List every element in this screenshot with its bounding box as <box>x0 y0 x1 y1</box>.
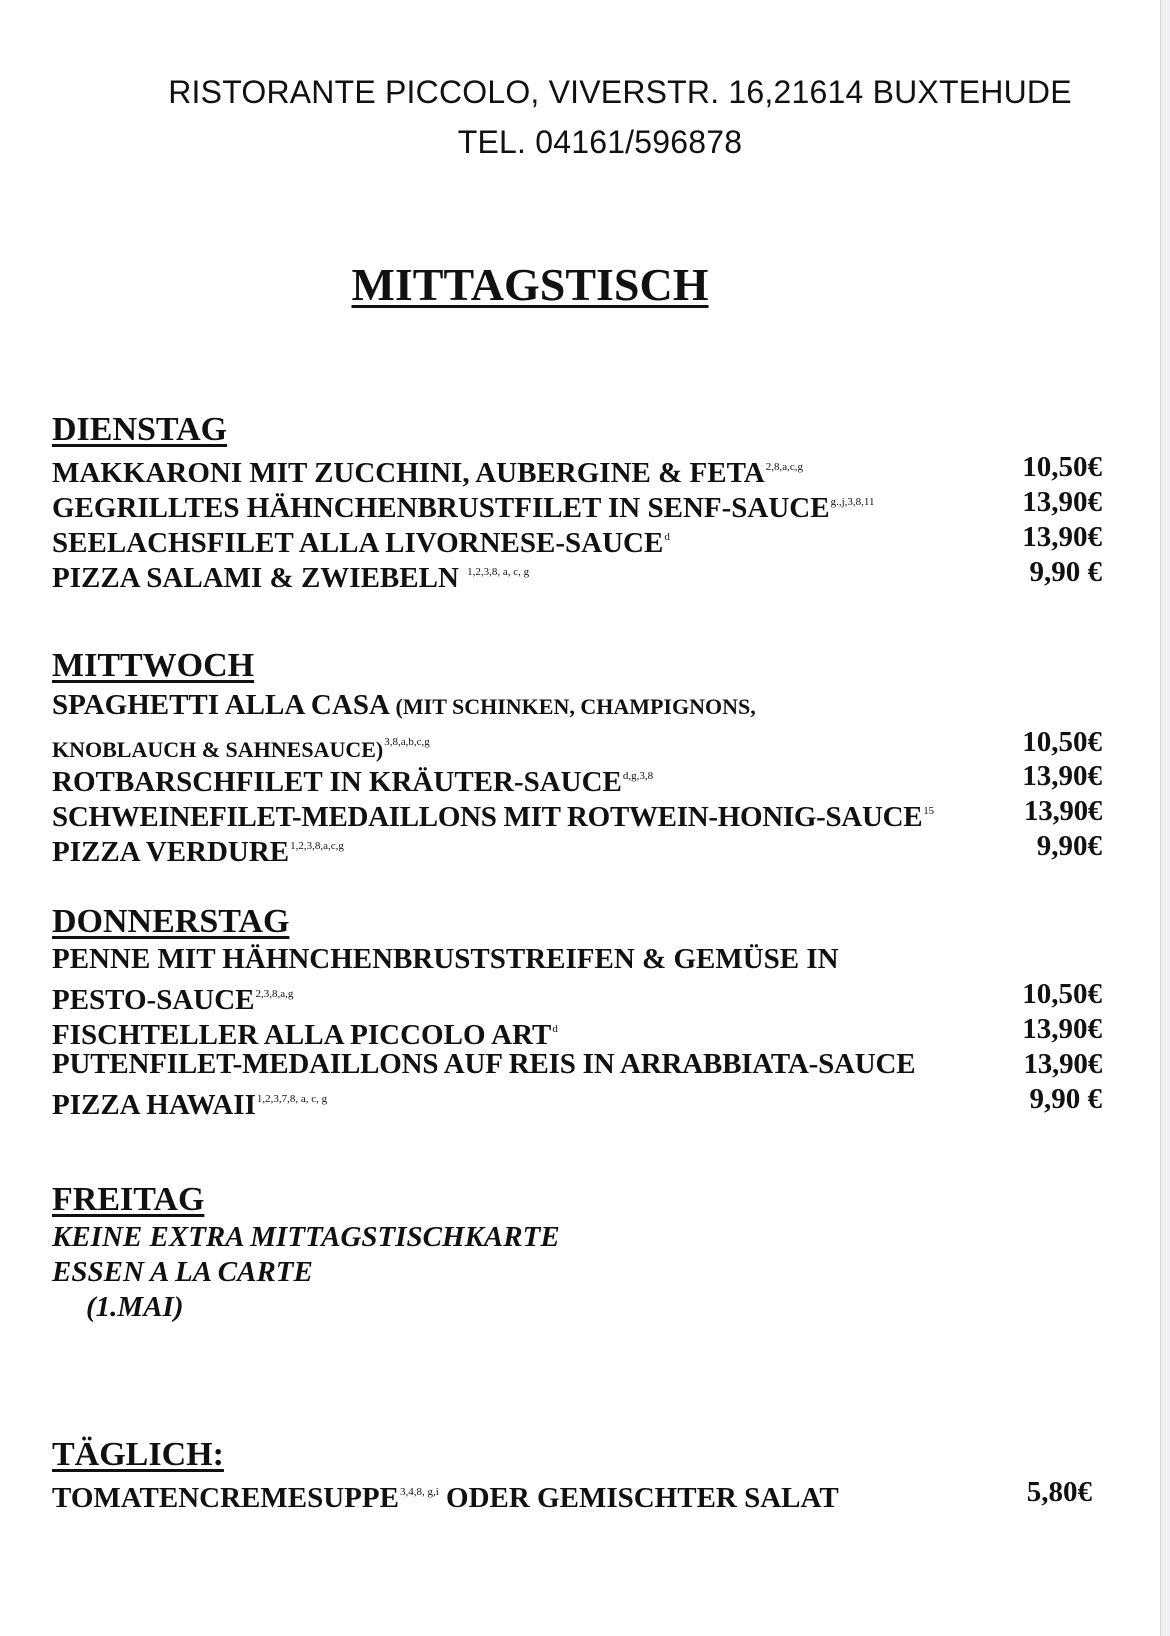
item-name: SPAGHETTI ALLA CASA <box>52 689 396 721</box>
restaurant-phone: TEL. 04161/596878 <box>457 124 743 160</box>
menu-item <box>52 1082 1102 1122</box>
menu-item <box>52 520 1102 560</box>
item-price: 13,90€ <box>1022 521 1102 553</box>
page-title: MITTAGSTISCH <box>351 259 709 310</box>
item-name: MAKKARONI MIT ZUCCHINI, AUBERGINE & FETA <box>52 457 765 489</box>
item-price: 9,90 € <box>1029 1083 1102 1115</box>
freitag-note: KEINE EXTRA MITTAGSTISCHKARTE <box>52 1221 560 1253</box>
item-price: 13,90€ <box>1022 486 1102 518</box>
item-price: 10,50€ <box>1022 451 1102 483</box>
allergen-codes: d <box>664 531 670 543</box>
allergen-codes: 2,8,a,c,g <box>765 461 803 473</box>
menu-item <box>52 688 1102 724</box>
allergen-codes: 3,8,a,b,c,g <box>384 736 430 748</box>
item-name: PUTENFILET-MEDAILLONS AUF REIS IN ARRABBIATA-SAUCE <box>52 1048 916 1080</box>
menu-item <box>52 1012 1102 1052</box>
menu-item <box>52 829 1102 869</box>
allergen-codes: 15 <box>923 805 934 817</box>
item-price: 10,50€ <box>1022 978 1102 1010</box>
menu-item <box>52 1475 1092 1515</box>
allergen-codes: 1,2,3,7,8, a, c, g <box>256 1093 328 1105</box>
menu-item <box>52 942 1102 976</box>
item-detail: (MIT SCHINKEN, CHAMPIGNONS, <box>395 694 756 719</box>
item-detail-line2: KNOBLAUCH & SAHNESAUCE) <box>52 737 384 762</box>
item-name: ROTBARSCHFILET IN KRÄUTER-SAUCE <box>52 766 622 798</box>
day-heading-mittwoch: MITTWOCH <box>52 647 255 684</box>
menu-item <box>52 450 1102 490</box>
allergen-codes: g.,j,3,8,11 <box>830 496 875 508</box>
item-name: FISCHTELLER ALLA PICCOLO ART <box>52 1019 552 1051</box>
item-price: 9,90€ <box>1036 830 1102 862</box>
item-price: 10,50€ <box>1022 726 1102 758</box>
item-name: PIZZA SALAMI & ZWIEBELN <box>52 562 467 594</box>
allergen-codes: 3,4,8, g,i <box>399 1486 439 1498</box>
menu-item-continuation <box>52 977 1102 1017</box>
item-name: PENNE MIT HÄHNCHENBRUSTSTREIFEN & GEMÜSE IN <box>52 943 839 975</box>
allergen-codes: d,g,3,8 <box>622 770 654 782</box>
menu-item <box>52 555 1102 595</box>
item-name-line2: PESTO-SAUCE <box>52 984 255 1016</box>
item-price: 5,80€ <box>1026 1476 1092 1508</box>
menu-item <box>52 759 1102 799</box>
item-name: TOMATENCREMESUPPE <box>52 1482 399 1514</box>
menu-item <box>52 794 1102 834</box>
item-price: 13,90€ <box>1023 1048 1102 1080</box>
item-name: SCHWEINEFILET-MEDAILLONS MIT ROTWEIN-HONIG-SAUCE <box>52 801 923 833</box>
item-name: SEELACHSFILET ALLA LIVORNESE-SAUCE <box>52 527 664 559</box>
item-price: 9,90 € <box>1029 556 1102 588</box>
item-price: 13,90€ <box>1022 760 1102 792</box>
allergen-codes: 1,2,3,8, a, c, g <box>467 566 530 578</box>
item-price: 13,90€ <box>1022 1013 1102 1045</box>
restaurant-address: RISTORANTE PICCOLO, VIVERSTR. 16,21614 BUXTEHUDE <box>168 74 1072 110</box>
menu-item <box>52 485 1102 525</box>
freitag-note: (1.MAI) <box>86 1291 184 1323</box>
item-name: GEGRILLTES HÄHNCHENBRUSTFILET IN SENF-SAUCE <box>52 492 830 524</box>
day-heading-taeglich: TÄGLICH: <box>52 1436 224 1473</box>
day-heading-dienstag: DIENSTAG <box>52 411 228 448</box>
allergen-codes: 2,3,8,a,g <box>255 988 294 1000</box>
freitag-note: ESSEN A LA CARTE <box>52 1256 313 1288</box>
allergen-codes: d <box>552 1023 558 1035</box>
day-heading-freitag: FREITAG <box>52 1181 205 1218</box>
day-heading-donnerstag: DONNERSTAG <box>52 903 290 940</box>
item-name-rest: ODER GEMISCHTER SALAT <box>438 1482 839 1514</box>
allergen-codes: 1,2,3,8,a,c,g <box>290 840 344 852</box>
item-price: 13,90€ <box>1024 795 1102 827</box>
menu-item <box>52 1047 1102 1081</box>
item-name: PIZZA HAWAII <box>52 1089 256 1121</box>
item-name: PIZZA VERDURE <box>52 836 290 868</box>
